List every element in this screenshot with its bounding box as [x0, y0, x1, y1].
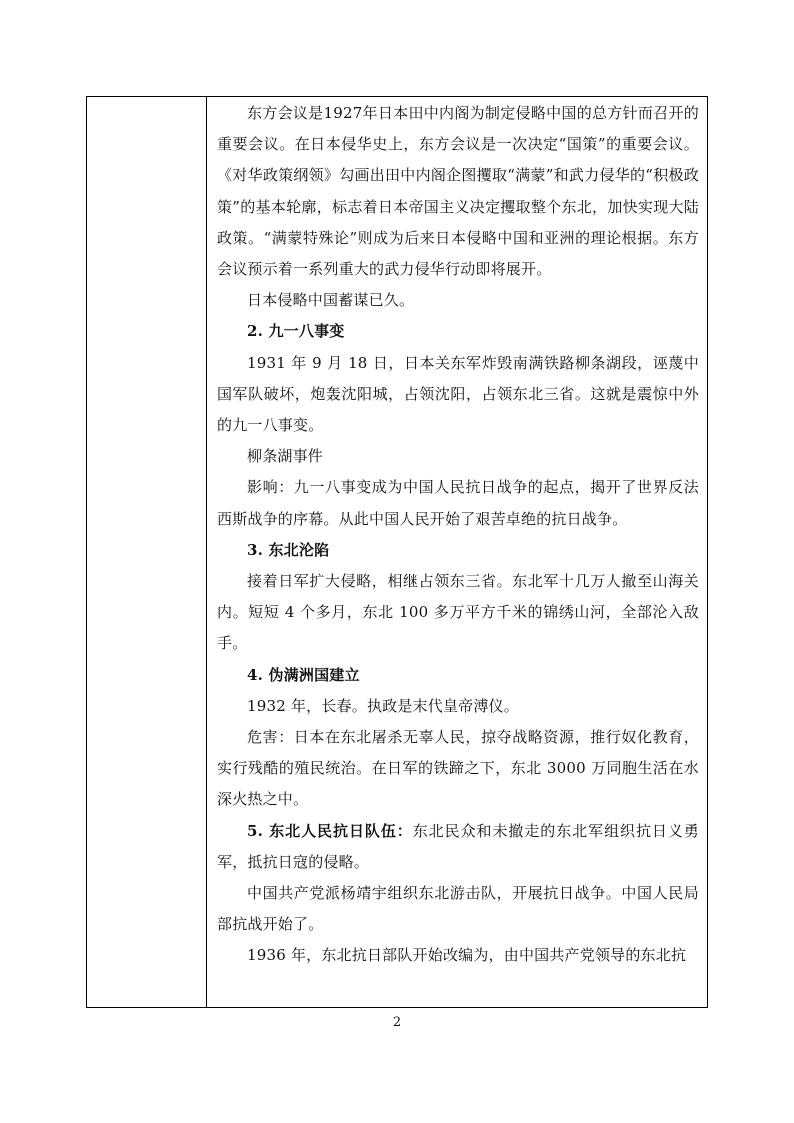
page-number: 2 [392, 1015, 402, 1030]
heading-northeast-fall: 3. 东北沦陷 [247, 540, 330, 559]
paragraph-eastern-conference: 东方会议是1927年日本田中内阁为制定侵略中国的总方针而召开的重要会议。在日本侵华史上，东方会议是一次决定“国策”的重要会议。《对华政策纲领》勾画出田中内阁企图攫取“满蒙”和武力侵华的“积极政策”的基本轮廓，标志着日本帝国主义决定攫取整个东北，加快实现大陆政策。“满蒙特殊论”则成为后来日本侵略中国和亚洲的理论根据。东方会议预示着一系列重大的武力侵华行动即将展开。 [217, 104, 699, 279]
paragraph-northeast-fall: 接着日军扩大侵略，相继占领东三省。东北军十几万人撤至山海关内。短短 4 个多月，东北 100 多万平方千米的锦绣山河，全部沦入敌手。 [217, 572, 699, 653]
paragraph-1936-reorganization: 1936 年，东北抗日部队开始改编为，由中国共产党领导的东北抗 [247, 946, 687, 965]
resistance-forces-text: 东北民众和未撤走的东北军组织抗日义勇军，抵抗日寇的侵略。 [217, 821, 699, 871]
heading-september-18-incident: 2. 九一八事变 [247, 322, 345, 341]
table-left-cell [87, 97, 207, 1007]
paragraph-manchukuo: 1932 年，长春。执政是末代皇帝溥仪。 [247, 696, 519, 715]
paragraph-harm: 危害：日本在东北屠杀无辜人民，掠夺战略资源，推行奴化教育，实行残酷的殖民统治。在日军的铁蹄之下，东北 3000 万同胞生活在水深火热之中。 [217, 728, 699, 809]
paragraph-incident-details: 1931 年 9 月 18 日，日本关东军炸毁南满铁路柳条湖段，诬蔑中国军队破坏，炮轰沈阳城，占领沈阳，占领东北三省。这就是震惊中外的九一八事变。 [217, 353, 699, 435]
paragraph-ccp-guerrilla: 中国共产党派杨靖宇组织东北游击队，开展抗日战争。中国人民局部抗战开始了。 [217, 884, 699, 934]
paragraph-influence: 影响：九一八事变成为中国人民抗日战争的起点，揭开了世界反法西斯战争的序幕。从此中国人民开始了艰苦卓绝的抗日战争。 [217, 478, 699, 528]
paragraph-long-plotted: 日本侵略中国蓄谋已久。 [247, 291, 415, 310]
content-table [86, 96, 708, 1008]
paragraph-resistance-forces [217, 816, 699, 878]
paragraph-liutiaohu-incident: 柳条湖事件 [247, 447, 324, 466]
table-right-cell [207, 97, 707, 1007]
heading-manchukuo: 4. 伪满洲国建立 [247, 665, 360, 684]
heading-resistance-forces: 5. 东北人民抗日队伍： [247, 821, 413, 840]
